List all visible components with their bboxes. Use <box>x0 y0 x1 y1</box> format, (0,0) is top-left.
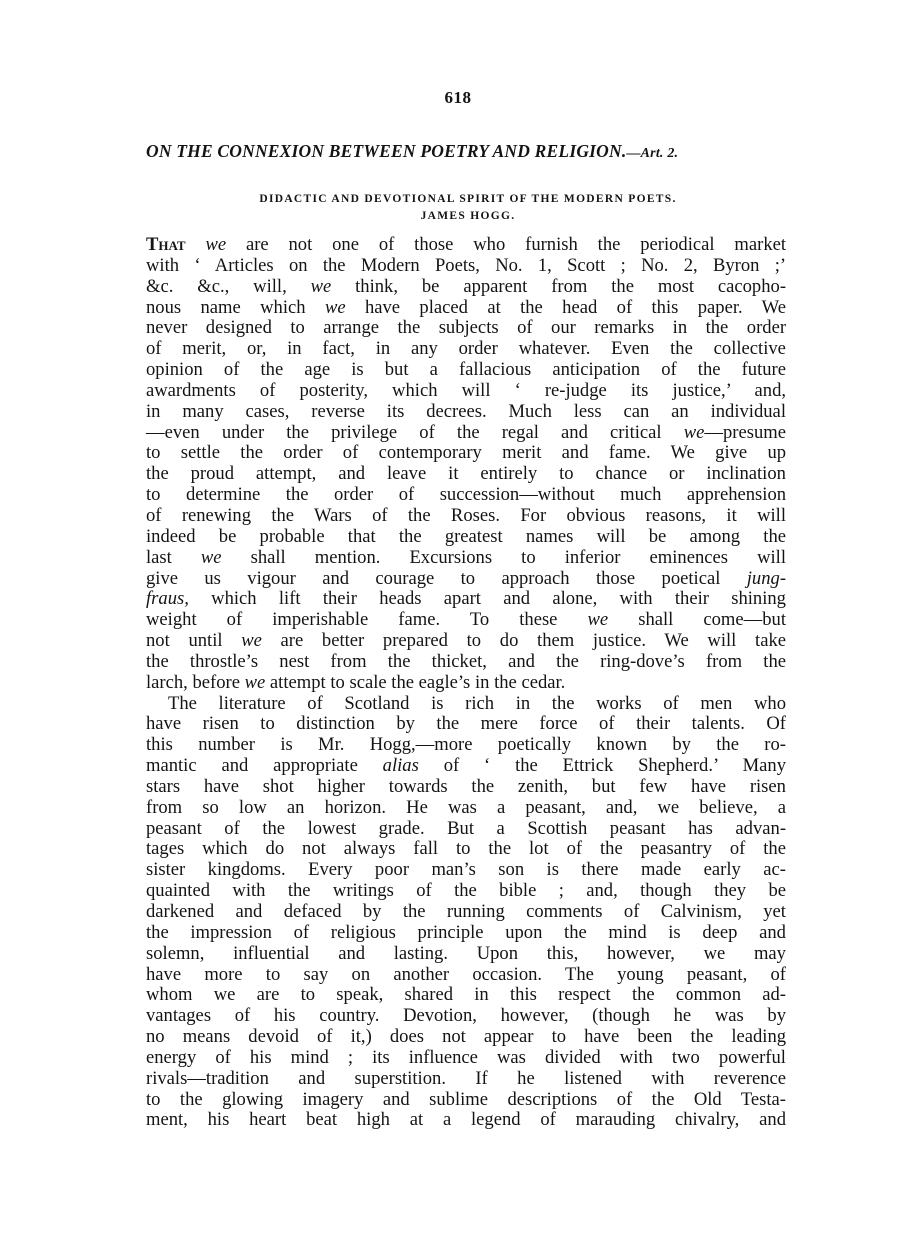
text-line: quainted with the writings of the bible ; and, though they be <box>146 880 787 902</box>
body-text <box>146 235 786 1131</box>
text-line: in many cases, reverse its decrees. Much less can an individual <box>146 400 786 422</box>
text-line: to the glowing imagery and sublime descriptions of the Old Testa- <box>146 1088 786 1110</box>
text-line: with ‘ Articles on the Modern Poets, No. 1, Scott ; No. 2, Byron ;’ <box>146 254 787 276</box>
text-line: That we are not one of those who furnish the periodical market <box>146 234 787 255</box>
text-line: peasant of the lowest grade. But a Scottish peasant has advan- <box>146 817 787 839</box>
text-line: from so low an horizon. He was a peasant, and, we believe, a <box>146 796 786 818</box>
text-line: indeed be probable that the greatest names will be among the <box>146 525 786 547</box>
text-line: give us vigour and courage to approach those poetical jung- <box>146 567 787 589</box>
text-line: The literature of Scotland is rich in the works of men who <box>168 692 786 714</box>
text-line: not until we are better prepared to do them justice. We will take <box>146 630 786 652</box>
text-line: awardments of posterity, which will ‘ re-judge its justice,’ and, <box>146 379 787 401</box>
article-title: ON THE CONNEXION BETWEEN POETRY AND RELIGION. <box>146 141 627 161</box>
text-line: have more to say on another occasion. The young peasant, of <box>146 963 786 985</box>
article-number: —Art. 2. <box>626 146 679 161</box>
text-line: the impression of religious principle upon the mind is deep and <box>146 921 786 943</box>
text-line: stars have shot higher towards the zenith, but few have risen <box>146 775 786 797</box>
text-line: &c. &c., will, we think, be apparent from the most cacopho- <box>146 275 787 297</box>
text-line: no means devoid of it,) does not appear to have been the leading <box>146 1026 787 1048</box>
text-line: of renewing the Wars of the Roses. For obvious reasons, it will <box>146 504 786 526</box>
text-line: tages which do not always fall to the lot of the peasantry of the <box>146 838 786 860</box>
text-line: weight of imperishable fame. To these we shall come—but <box>146 609 786 631</box>
text-line: —even under the privilege of the regal and critical we—presume <box>146 421 786 443</box>
text-line: the proud attempt, and leave it entirely to chance or inclination <box>146 463 786 485</box>
paragraph-2 <box>146 694 786 1132</box>
text-line: vantages of his country. Devotion, however, (though he was by <box>146 1005 786 1027</box>
text-line: to settle the order of contemporary merit and fame. We give up <box>146 442 787 464</box>
text-line: to determine the order of succession—without much apprehension <box>146 484 787 506</box>
page-number: 618 <box>444 88 472 107</box>
text-line: whom we are to speak, shared in this respect the common ad- <box>146 984 786 1006</box>
text-line: darkened and defaced by the running comments of Calvinism, yet <box>146 901 786 922</box>
text-line: energy of his mind ; its influence was divided with two powerful <box>146 1046 786 1068</box>
text-line: never designed to arrange the subjects of our remarks in the order <box>146 317 787 339</box>
text-line: larch, before we attempt to scale the eagle’s in the cedar. <box>146 671 566 693</box>
subject-name-heading: JAMES HOGG. <box>420 210 516 222</box>
text-line: sister kingdoms. Every poor man’s son is there made early ac- <box>146 859 786 881</box>
text-line: this number is Mr. Hogg,—more poetically known by the ro- <box>146 734 786 756</box>
text-line: mantic and appropriate alias of ‘ the Ettrick Shepherd.’ Many <box>146 755 787 777</box>
text-line: solemn, influential and lasting. Upon this, however, we may <box>146 942 786 964</box>
text-line: nous name which we have placed at the head of this paper. We <box>146 296 786 318</box>
lead-word: That <box>146 234 186 255</box>
text-line: ment, his heart beat high at a legend of marauding chivalry, and <box>146 1109 786 1131</box>
text-line: of merit, or, in fact, in any order whatever. Even the collective <box>146 338 786 360</box>
text-line: opinion of the age is but a fallacious anticipation of the future <box>146 359 787 381</box>
text-line: fraus, which lift their heads apart and alone, with their shining <box>146 588 786 610</box>
text-line: the throstle’s nest from the thicket, and the ring-dove’s from the <box>146 650 787 672</box>
running-head <box>146 141 790 162</box>
text-line: last we shall mention. Excursions to inferior eminences will <box>146 546 786 568</box>
paragraph-1 <box>146 235 786 694</box>
text-line: rivals—tradition and superstition. If he listened with reverence <box>146 1067 787 1089</box>
text-line: have risen to distinction by the mere force of their talents. Of <box>146 713 786 735</box>
section-subheading: DIDACTIC AND DEVOTIONAL SPIRIT OF THE MODERN POETS. <box>259 193 677 205</box>
